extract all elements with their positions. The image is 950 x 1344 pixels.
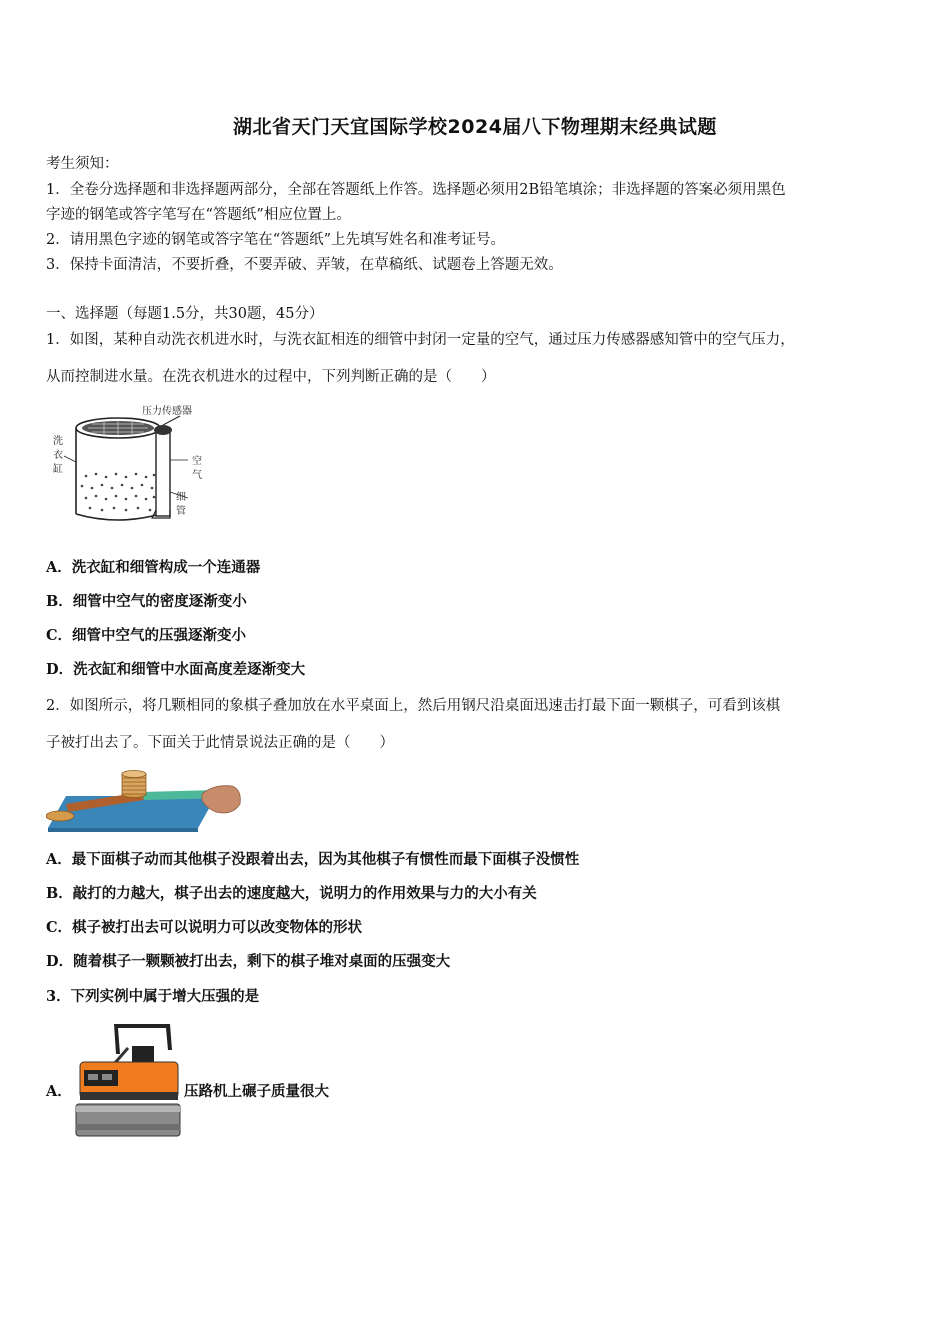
option-a-text: 压路机上碾子质量很大 bbox=[184, 1083, 329, 1100]
notice-heading: 考生须知： bbox=[46, 156, 119, 172]
sensor-label: 压力传感器 bbox=[142, 406, 192, 417]
option-a-letter: A． bbox=[46, 1083, 72, 1100]
notice-item: 1．全卷分选择题和非选择题两部分，全部在答题纸上作答。选择题必须用2B铅笔填涂；非选择题的答案必须用黑色 bbox=[46, 182, 786, 198]
question-3-stem: 3．下列实例中属于增大压强的是 bbox=[46, 988, 260, 1005]
notice-item: 字迹的钢笔或答字笔写在“答题纸”相应位置上。 bbox=[46, 207, 351, 223]
tube-label-char: 细 bbox=[176, 492, 186, 503]
tub-label-char: 衣 bbox=[53, 450, 63, 461]
question-1-stem: 1．如图，某种自动洗衣机进水时，与洗衣缸相连的细管中封闭一定量的空气，通过压力传感器感知管中的空气压力， bbox=[46, 332, 795, 348]
question-2-stem-cont: 子被打出去了。下面关于此情景说法正确的是（ ） bbox=[46, 735, 394, 751]
tube-label-char: 管 bbox=[176, 506, 186, 517]
question-1-stem-cont: 从而控制进水量。在洗衣机进水的过程中，下列判断正确的是（ ） bbox=[46, 369, 496, 385]
chess-pieces-figure bbox=[46, 764, 244, 834]
option-d: D．随着棋子一颗颗被打出去，剩下的棋子堆对桌面的压强变大 bbox=[46, 953, 451, 970]
question-2-stem: 2．如图所示，将几颗相同的象棋子叠加放在水平桌面上，然后用钢尺沿桌面迅速击打最下面一颗棋子，可看到该棋 bbox=[46, 698, 781, 714]
air-label-char: 空 bbox=[192, 456, 202, 467]
option-c: C．棋子被打出去可以说明力可以改变物体的形状 bbox=[46, 919, 363, 936]
option-b: B．细管中空气的密度逐渐变小 bbox=[46, 593, 247, 610]
page-title: 湖北省天门天宜国际学校2024届八下物理期末经典试题 bbox=[233, 116, 717, 138]
notice-item: 3．保持卡面清洁，不要折叠，不要弄破、弄皱，在草稿纸、试题卷上答题无效。 bbox=[46, 257, 563, 273]
tub-label-char: 洗 bbox=[53, 436, 63, 447]
road-roller-figure bbox=[74, 1020, 184, 1140]
air-label-char: 气 bbox=[192, 470, 202, 481]
section-heading: 一、选择题（每题1.5分，共30题，45分） bbox=[46, 306, 324, 322]
option-a: A．最下面棋子动而其他棋子没跟着出去，因为其他棋子有惯性而最下面棋子没惯性 bbox=[46, 851, 580, 868]
option-c: C．细管中空气的压强逐渐变小 bbox=[46, 627, 247, 644]
notice-item: 2．请用黑色字迹的钢笔或答字笔在“答题纸”上先填写姓名和准考证号。 bbox=[46, 232, 506, 248]
tub-label-char: 缸 bbox=[53, 464, 63, 475]
option-d: D．洗衣缸和细管中水面高度差逐渐变大 bbox=[46, 661, 306, 678]
option-b: B．敲打的力越大，棋子出去的速度越大，说明力的作用效果与力的大小有关 bbox=[46, 885, 537, 902]
washing-machine-figure bbox=[48, 402, 218, 537]
option-a: A．洗衣缸和细管构成一个连通器 bbox=[46, 559, 261, 576]
